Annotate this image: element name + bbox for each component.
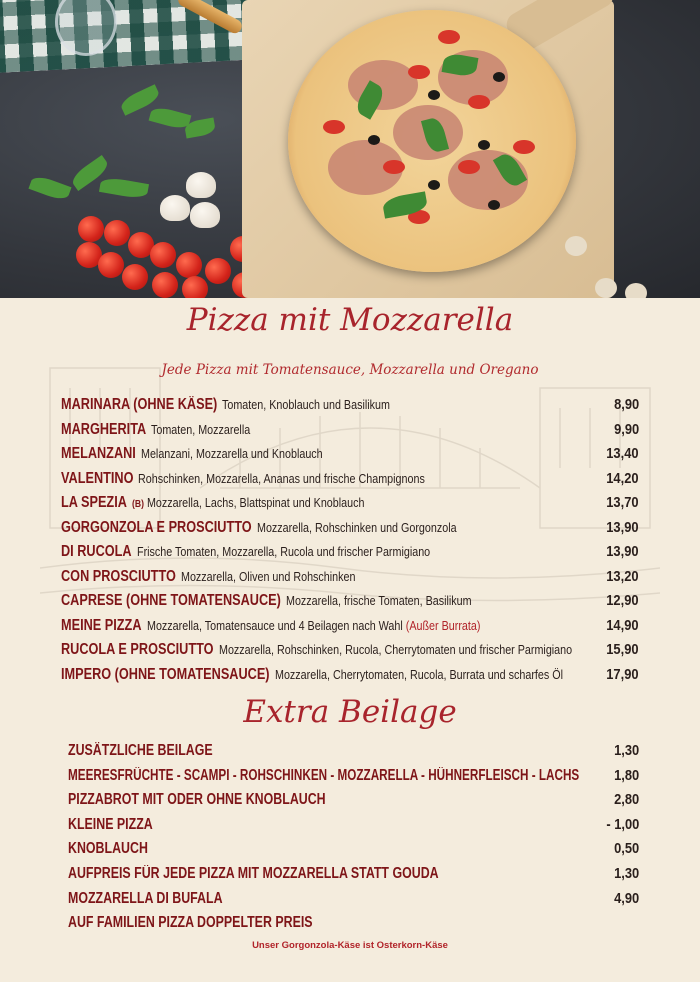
cherry-tomato [205, 258, 231, 284]
pizza-section-title: Pizza mit Mozzarella [186, 302, 514, 338]
pizza-description [132, 491, 364, 518]
pizza-name: CON PROSCIUTTO [61, 567, 176, 585]
pizza-name: MARGHERITA [61, 420, 147, 438]
description-text: Rohschinken, Mozzarella, Ananas und frische Champignons [138, 471, 426, 486]
description-text: Mozzarella, frische Tomaten, Basilikum [285, 594, 472, 608]
cherry-tomato [176, 252, 202, 278]
description-text: Frische Tomaten, Mozzarella, Rucola und frischer Parmigiano [136, 545, 430, 559]
tomato-slice [323, 120, 345, 134]
pizza-description [257, 516, 457, 541]
pizza-description [275, 663, 563, 688]
extra-price: - 1,00 [606, 815, 639, 833]
mushroom [186, 172, 216, 198]
pizza-description [286, 589, 472, 614]
pizza-price: 14,90 [606, 616, 639, 634]
cherry-tomato [104, 220, 130, 246]
menu-item-row [61, 442, 639, 467]
extra-item-row [68, 837, 639, 862]
allergen-mark: (B) [131, 499, 144, 510]
description-text: Mozzarella, Tomatensauce und 4 Beilagen nach Wahl [146, 618, 403, 633]
description-text: Tomaten, Knoblauch und Basilikum [222, 398, 391, 412]
description-note: (Außer Burrata) [405, 618, 480, 633]
extra-section-title: Extra Beilage [243, 694, 457, 730]
basil-leaf [99, 176, 149, 200]
olive [368, 135, 380, 145]
extra-name: MOZZARELLA DI BUFALA [68, 889, 223, 907]
pizza-name: RUCOLA E PROSCIUTTO [61, 641, 214, 658]
description-text: Mozzarella, Cherrytomaten, Rucola, Burrata und scharfes Öl [274, 667, 563, 682]
pizza-section-subtitle: Jede Pizza mit Tomatensauce, Mozzarella und Oregano [161, 362, 539, 378]
garlic-clove [625, 283, 647, 298]
description-text: Mozzarella, Lachs, Blattspinat und Knoblauch [146, 496, 365, 510]
pizza-name: DI RUCOLA [61, 543, 132, 560]
extra-item-row [68, 862, 639, 887]
pizza [288, 10, 576, 272]
description-text: Mozzarella, Rohschinken und Gorgonzola [256, 520, 457, 535]
olive [493, 72, 505, 82]
menu-item-row [61, 516, 639, 541]
extra-price: 4,90 [613, 889, 639, 907]
extra-name: ZUSÄTZLICHE BEILAGE [68, 742, 213, 759]
extra-item-row [68, 911, 639, 936]
pizza-description [222, 393, 390, 418]
menu-item-row [61, 418, 639, 443]
footnote: Unser Gorgonzola-Käse ist Osterkorn-Käse [252, 940, 448, 951]
tomato-slice [458, 160, 480, 174]
pizza-price: 13,90 [606, 543, 639, 560]
menu-item-row [61, 614, 639, 639]
menu-item-row [61, 638, 639, 663]
menu-item-row [61, 565, 639, 590]
cherry-tomato [182, 276, 208, 298]
extra-price: 1,30 [613, 742, 639, 759]
menu-body [0, 298, 700, 982]
pizza-name: VALENTINO [61, 469, 134, 487]
extra-name: KLEINE PIZZA [68, 815, 153, 833]
extra-name: AUFPREIS FÜR JEDE PIZZA MIT MOZZARELLA STATT GOUDA [68, 864, 439, 882]
pizza-price: 12,90 [606, 592, 639, 609]
pizza-name: IMPERO (OHNE TOMATENSAUCE) [61, 665, 270, 683]
description-text: Tomaten, Mozzarella [151, 422, 251, 437]
extra-item-row [68, 739, 639, 764]
extra-price: 1,30 [613, 864, 639, 882]
pizza-price: 13,20 [606, 567, 639, 585]
description-text: Mozzarella, Oliven und Rohschinken [180, 569, 356, 584]
pizza-description [219, 638, 572, 663]
pizza-price: 13,40 [606, 445, 639, 462]
basil-leaf [28, 174, 71, 203]
cherry-tomato [98, 252, 124, 278]
extra-name: PIZZABROT MIT ODER OHNE KNOBLAUCH [68, 791, 326, 809]
description-text: Mozzarella, Rohschinken, Rucola, Cherrytomaten und frischer Parmigiano [218, 643, 572, 657]
olive [428, 90, 440, 100]
pizza-price: 15,90 [606, 641, 639, 658]
cherry-tomato [150, 242, 176, 268]
garlic-clove [595, 278, 617, 298]
pizza-name: MELANZANI [61, 445, 136, 462]
pizza-name: MEINE PIZZA [61, 616, 142, 634]
mushroom [160, 195, 190, 221]
extra-price: 0,50 [613, 840, 639, 858]
pizza-price: 17,90 [606, 665, 639, 683]
garlic-clove [565, 236, 587, 256]
tomato-slice [408, 65, 430, 79]
pizza-list [61, 393, 639, 687]
menu-item-row [61, 663, 639, 688]
pizza-price: 9,90 [613, 420, 639, 438]
extra-name: MEERESFRÜCHTE - SCAMPI - ROHSCHINKEN - MOZZARELLA - HÜHNERFLEISCH - LACHS [68, 766, 580, 784]
tomato-slice [438, 30, 460, 44]
menu-item-row [61, 589, 639, 614]
extra-item-row [68, 813, 639, 838]
cherry-tomato [122, 264, 148, 290]
pizza-name: GORGONZOLA E PROSCIUTTO [61, 518, 252, 536]
olive [428, 180, 440, 190]
pizza-name: MARINARA (OHNE KÄSE) [61, 396, 218, 413]
pizza-description [141, 442, 323, 467]
olive [478, 140, 490, 150]
menu-item-row [61, 491, 639, 516]
pizza-description [138, 467, 425, 492]
pizza-name: CAPRESE (OHNE TOMATENSAUCE) [61, 592, 281, 609]
extra-price: 2,80 [613, 791, 639, 809]
mushroom [190, 202, 220, 228]
extra-price: 1,80 [613, 766, 639, 784]
pizza-description [147, 614, 480, 639]
tomato-slice [468, 95, 490, 109]
hero-pizza-photo [0, 0, 700, 298]
extra-item-row [68, 788, 639, 813]
extra-list [68, 739, 639, 936]
pizza-price: 13,90 [606, 518, 639, 536]
extra-item-row [68, 887, 639, 912]
description-text: Melanzani, Mozzarella und Knoblauch [140, 447, 323, 461]
pizza-price: 13,70 [606, 494, 639, 511]
tomato-slice [383, 160, 405, 174]
pizza-description [151, 418, 250, 443]
tomato-slice [513, 140, 535, 154]
olive [488, 200, 500, 210]
menu-item-row [61, 467, 639, 492]
extra-item-row [68, 764, 639, 789]
pizza-price: 8,90 [613, 396, 639, 413]
pizza-name: LA SPEZIA [61, 494, 127, 511]
cherry-tomato [78, 216, 104, 242]
cherry-tomato [152, 272, 178, 298]
menu-item-row [61, 540, 639, 565]
menu-item-row [61, 393, 639, 418]
pizza-description [137, 540, 430, 565]
pizza-description [181, 565, 355, 590]
pizza-price: 14,20 [606, 469, 639, 487]
extra-name: AUF FAMILIEN PIZZA DOPPELTER PREIS [68, 914, 313, 932]
extra-name: KNOBLAUCH [68, 840, 148, 858]
